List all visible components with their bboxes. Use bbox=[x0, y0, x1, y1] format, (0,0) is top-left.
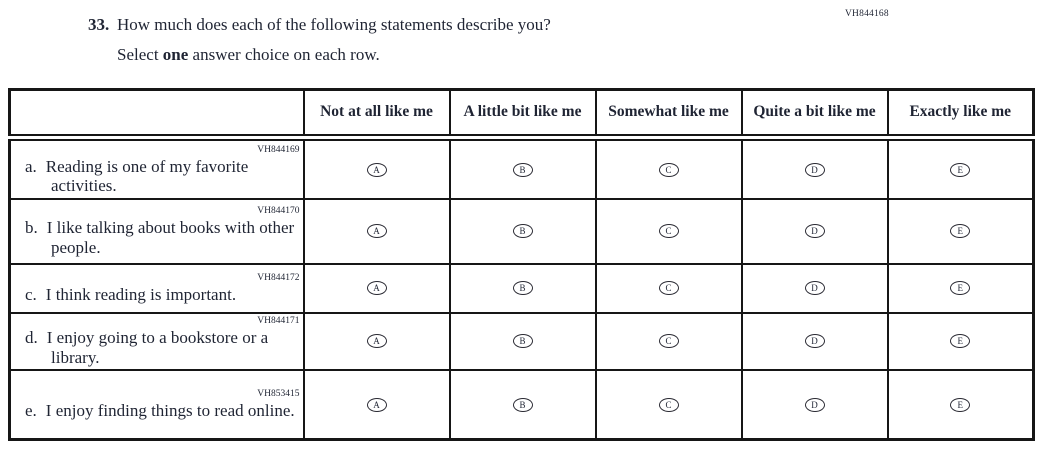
answer-bubble-d[interactable]: D bbox=[805, 398, 825, 412]
option-cell bbox=[304, 138, 450, 199]
statement-text: a. Reading is one of my favorite activities. bbox=[25, 156, 249, 196]
answer-bubble-b[interactable]: B bbox=[513, 281, 533, 295]
question-text: How much does each of the following statements describe you? bbox=[117, 15, 551, 34]
answer-bubble-b[interactable]: B bbox=[513, 334, 533, 348]
option-cell bbox=[450, 138, 596, 199]
answer-bubble-e[interactable]: E bbox=[950, 398, 970, 412]
row-code: VH844171 bbox=[257, 316, 300, 327]
answer-bubble-e[interactable]: E bbox=[950, 163, 970, 177]
option-cell bbox=[304, 264, 450, 313]
statement-text: e. I enjoy finding things to read online. bbox=[25, 401, 295, 421]
option-cell bbox=[888, 264, 1034, 313]
option-cell bbox=[888, 313, 1034, 370]
option-cell bbox=[596, 199, 742, 264]
column-header-a-little-bit: A little bit like me bbox=[450, 90, 596, 138]
answer-bubble-a[interactable]: A bbox=[367, 281, 387, 295]
option-cell bbox=[742, 199, 888, 264]
row-code: VH844169 bbox=[257, 144, 300, 155]
statement-row-b bbox=[10, 199, 1034, 264]
option-cell bbox=[596, 138, 742, 199]
answer-bubble-a[interactable]: A bbox=[367, 163, 387, 177]
column-header-somewhat: Somewhat like me bbox=[596, 90, 742, 138]
option-cell bbox=[742, 138, 888, 199]
answer-bubble-b[interactable]: B bbox=[513, 224, 533, 238]
answer-bubble-a[interactable]: A bbox=[367, 398, 387, 412]
statement-text: c. I think reading is important. bbox=[25, 285, 237, 305]
option-cell bbox=[450, 264, 596, 313]
option-cell bbox=[596, 313, 742, 370]
answer-bubble-c[interactable]: C bbox=[659, 163, 679, 177]
statement-row-e bbox=[10, 370, 1034, 440]
option-cell bbox=[888, 199, 1034, 264]
answer-bubble-c[interactable]: C bbox=[659, 334, 679, 348]
answer-bubble-c[interactable]: C bbox=[659, 281, 679, 295]
statement-cell bbox=[10, 313, 304, 370]
item-code: VH844168 bbox=[845, 9, 889, 19]
statement-cell bbox=[10, 138, 304, 199]
option-cell bbox=[742, 313, 888, 370]
option-cell bbox=[304, 370, 450, 440]
answer-bubble-d[interactable]: D bbox=[805, 163, 825, 177]
answer-bubble-e[interactable]: E bbox=[950, 334, 970, 348]
question-instruction: Select one answer choice on each row. bbox=[117, 45, 380, 64]
answer-bubble-d[interactable]: D bbox=[805, 334, 825, 348]
option-cell bbox=[450, 370, 596, 440]
answer-bubble-b[interactable]: B bbox=[513, 398, 533, 412]
row-code: VH853415 bbox=[257, 389, 300, 400]
header-empty-cell bbox=[10, 90, 304, 138]
row-code: VH844170 bbox=[257, 206, 300, 217]
answer-bubble-b[interactable]: B bbox=[513, 163, 533, 177]
option-cell bbox=[304, 313, 450, 370]
instruction-bold-word: one bbox=[162, 45, 189, 64]
answer-bubble-d[interactable]: D bbox=[805, 224, 825, 238]
option-cell bbox=[450, 313, 596, 370]
statement-row-c bbox=[10, 264, 1034, 313]
answer-bubble-a[interactable]: A bbox=[367, 334, 387, 348]
statement-row-d bbox=[10, 313, 1034, 370]
option-cell bbox=[888, 138, 1034, 199]
answer-bubble-c[interactable]: C bbox=[659, 224, 679, 238]
answer-bubble-e[interactable]: E bbox=[950, 224, 970, 238]
statement-cell bbox=[10, 264, 304, 313]
answer-bubble-c[interactable]: C bbox=[659, 398, 679, 412]
option-cell bbox=[450, 199, 596, 264]
header-row bbox=[10, 90, 1034, 138]
response-table bbox=[8, 88, 1035, 441]
option-cell bbox=[888, 370, 1034, 440]
option-cell bbox=[742, 370, 888, 440]
statement-cell bbox=[10, 370, 304, 440]
column-header-quite-a-bit: Quite a bit like me bbox=[742, 90, 888, 138]
statement-row-a bbox=[10, 138, 1034, 199]
option-cell bbox=[742, 264, 888, 313]
question-number: 33. bbox=[88, 15, 110, 34]
answer-bubble-a[interactable]: A bbox=[367, 224, 387, 238]
statement-text: b. I like talking about books with other people. bbox=[25, 218, 295, 257]
row-code: VH844172 bbox=[257, 273, 300, 284]
question-block bbox=[88, 16, 788, 63]
option-cell bbox=[304, 199, 450, 264]
option-cell bbox=[596, 370, 742, 440]
answer-bubble-e[interactable]: E bbox=[950, 281, 970, 295]
statement-text: d. I enjoy going to a bookstore or a library. bbox=[25, 328, 269, 367]
option-cell bbox=[596, 264, 742, 313]
statement-cell bbox=[10, 199, 304, 264]
answer-bubble-d[interactable]: D bbox=[805, 281, 825, 295]
column-header-exactly: Exactly like me bbox=[888, 90, 1034, 138]
column-header-not-at-all: Not at all like me bbox=[304, 90, 450, 138]
